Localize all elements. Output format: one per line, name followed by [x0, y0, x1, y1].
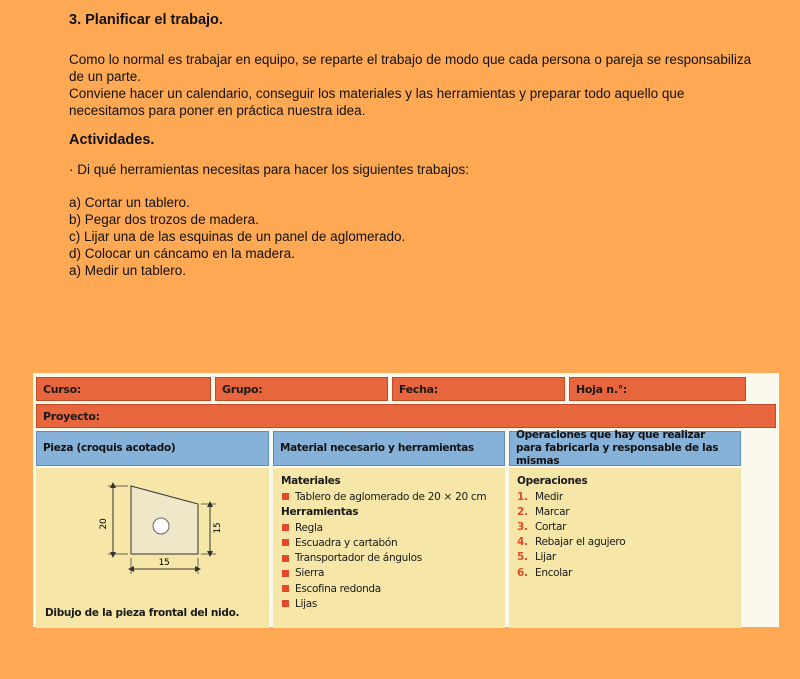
dim-width-label: 15	[158, 558, 170, 568]
field-proyecto: Proyecto:	[36, 404, 776, 428]
section-heading: 3. Planificar el trabajo.	[69, 12, 223, 28]
activity-item: a) Cortar un tablero.	[69, 195, 190, 210]
drawing-caption: Dibujo de la pieza frontal del nido.	[45, 607, 240, 619]
worksheet-image	[33, 373, 779, 627]
content-text	[69, 12, 759, 279]
bullet-square-icon	[282, 524, 289, 531]
tool-item: Escofina redonda	[281, 581, 497, 596]
bullet-square-icon	[282, 539, 289, 546]
activities-heading: Actividades.	[69, 132, 155, 148]
tool-item: Regla	[281, 520, 497, 535]
activity-item: a) Medir un tablero.	[69, 263, 187, 278]
material-item: Tablero de aglomerado de 20 × 20 cm	[281, 489, 497, 504]
tool-item: Escuadra y cartabón	[281, 535, 497, 550]
tools-title: Herramientas	[281, 506, 359, 519]
column-pieza	[36, 431, 269, 628]
tool-item: Transportador de ángulos	[281, 551, 497, 566]
header-material: Material necesario y herramientas	[273, 431, 505, 466]
operation-item: 4. Rebajar el agujero	[517, 536, 626, 549]
header-pieza: Pieza (croquis acotado)	[36, 431, 269, 466]
activities-intro: · Di qué herramientas necesitas para hacer los siguientes trabajos:	[69, 162, 469, 177]
activity-item: d) Colocar un cáncamo en la madera.	[69, 246, 295, 261]
operation-item: 5. Lijar	[517, 551, 556, 564]
field-fecha: Fecha:	[392, 377, 565, 401]
bullet-square-icon	[282, 493, 289, 500]
operation-item: 3. Cortar	[517, 520, 567, 533]
dim-height-label: 20	[99, 518, 109, 530]
paragraph-teamwork: Como lo normal es trabajar en equipo, se reparte el trabajo de modo que cada persona o pareja se responsabiliza de un parte.	[69, 52, 752, 84]
operation-item: 1. Medir	[517, 490, 563, 503]
tool-item: Lijas	[281, 596, 497, 611]
field-grupo: Grupo:	[215, 377, 388, 401]
bullet-square-icon	[282, 555, 289, 562]
column-operaciones	[509, 431, 741, 628]
field-hoja: Hoja n.°:	[569, 377, 746, 401]
paragraph-calendar: Conviene hacer un calendario, conseguir los materiales y las herramientas y preparar todo aquello que necesitamos para poner en práctica nuestra idea.	[69, 86, 685, 118]
field-curso: Curso:	[36, 377, 211, 401]
materials-cell	[273, 468, 505, 628]
activity-item: c) Lijar una de las esquinas de un panel de aglomerado.	[69, 229, 406, 244]
materials-title: Materiales	[281, 475, 341, 487]
piece-sketch	[46, 474, 266, 594]
column-material	[273, 431, 505, 628]
header-operaciones: Operaciones que hay que realizar para fabricarla y responsable de las mismas	[509, 431, 741, 466]
operation-item: 6. Encolar	[517, 566, 573, 579]
tool-item: Sierra	[281, 566, 497, 581]
bullet-square-icon	[282, 585, 289, 592]
activity-item: b) Pegar dos trozos de madera.	[69, 212, 259, 227]
bullet-square-icon	[282, 600, 289, 607]
operations-cell	[509, 468, 741, 628]
drawing-cell	[36, 468, 269, 628]
operation-item: 2. Marcar	[517, 505, 570, 518]
operations-title: Operaciones	[517, 475, 588, 487]
bullet-square-icon	[282, 570, 289, 577]
dim-side-label: 15	[213, 522, 223, 534]
